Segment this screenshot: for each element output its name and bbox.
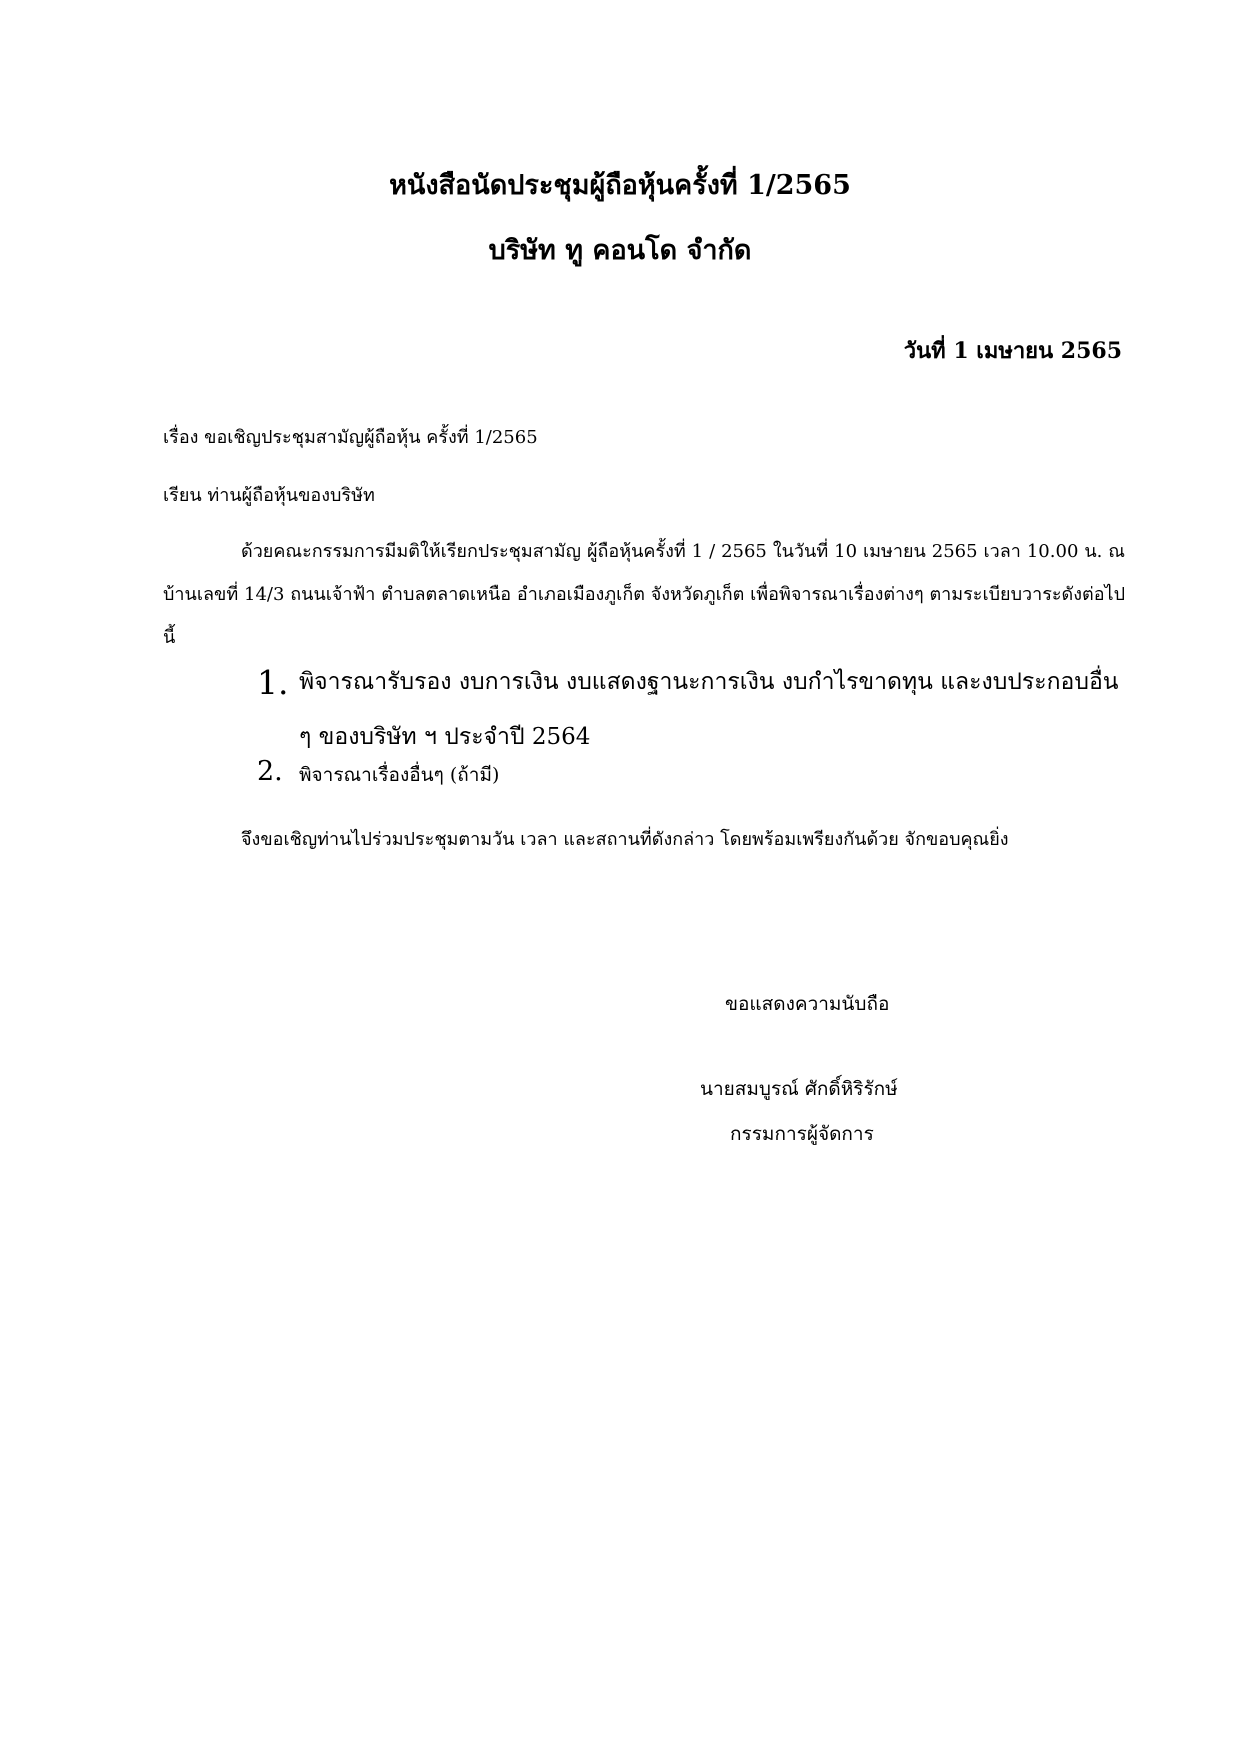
letter-date: วันที่ 1 เมษายน 2565 [903, 338, 1122, 364]
agenda-list [257, 655, 1125, 765]
signer-title: กรรมการผู้จัดการ [730, 1123, 874, 1145]
letter-subject: เรื่อง ขอเชิญประชุมสามัญผู้ถือหุ้น ครั้งที่ 1/2565 [163, 427, 538, 448]
agenda-text: พิจารณารับรอง งบการเงิน งบแสดงฐานะการเงิน งบกำไรขาดทุน และงบประกอบอื่น ๆ ของบริษัท ฯ ประจำปี 2564 [299, 669, 1119, 750]
agenda-item [257, 756, 500, 790]
agenda-number: 2. [257, 756, 283, 787]
agenda-item [257, 655, 1125, 765]
document-title: หนังสือนัดประชุมผู้ถือหุ้นครั้งที่ 1/2565 [389, 170, 851, 201]
company-name: บริษัท ทู คอนโด จำกัด [488, 235, 752, 266]
body-paragraph: ด้วยคณะกรรมการมีมติให้เรียกประชุมสามัญ ผู้ถือหุ้นครั้งที่ 1 / 2565 ในวันที่ 10 เมษายน 2565 เวลา 10.00 น. ณ บ้านเลขที่ 14/3 ถนนเจ้าฟ้า ตำบลตลาดเหนือ อำเภอเมืองภูเก็ต จังหวัดภูเก็ต เพื่อพิจารณาเรื่องต่างๆ ตามระเบียบวาระดังต่อไปนี้ [163, 541, 1125, 648]
agenda-text: พิจารณาเรื่องอื่นๆ (ถ้ามี) [299, 764, 500, 786]
closing-phrase: ขอแสดงความนับถือ [725, 993, 890, 1015]
letter-salutation: เรียน ท่านผู้ถือหุ้นของบริษัท [163, 485, 375, 506]
signer-name: นายสมบูรณ์ ศักดิ์หิริรักษ์ [700, 1078, 898, 1100]
closing-paragraph: จึงขอเชิญท่านไปร่วมประชุมตามวัน เวลา และสถานที่ดังกล่าว โดยพร้อมเพรียงกันด้วย จักขอบคุณยิ่ง [241, 829, 1009, 850]
agenda-number: 1. [257, 663, 289, 702]
